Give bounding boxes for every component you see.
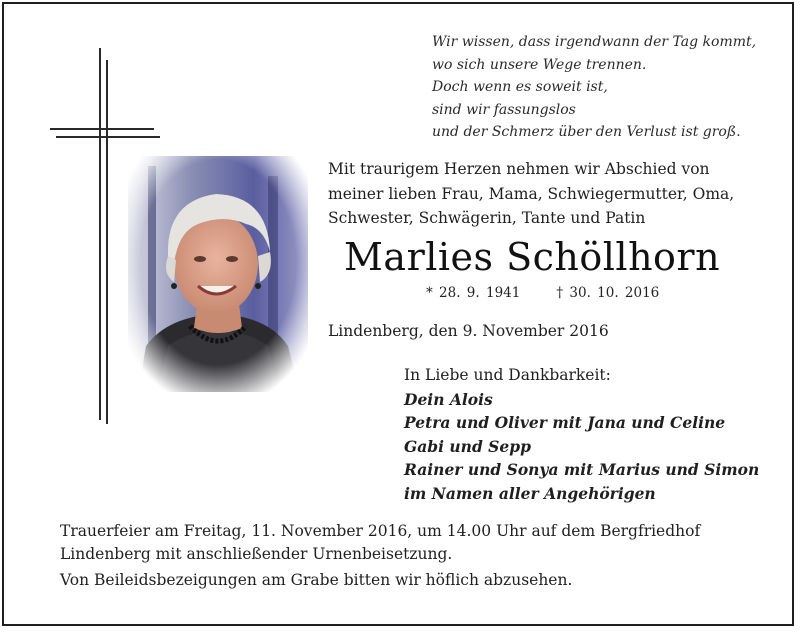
mourner-name: Rainer und Sonya mit Marius und Simon xyxy=(404,460,760,479)
mourner-name: im Namen aller Angehörigen xyxy=(404,483,656,503)
mourners-heading: In Liebe und Dankbarkeit: xyxy=(404,366,611,384)
service-line: Trauerfeier am Freitag, 11. November 2016, um 14.00 Uhr auf dem Bergfriedhof xyxy=(60,522,701,540)
service-info xyxy=(60,520,760,592)
place-date: Lindenberg, den 9. November 2016 xyxy=(328,322,609,340)
poem-line: sind wir fassungslos xyxy=(432,101,576,118)
deceased-name: Marlies Schöllhorn xyxy=(344,235,721,279)
mourner-name: Gabi und Sepp xyxy=(404,436,531,456)
birth-date: * 28. 9. 1941 xyxy=(426,285,521,301)
service-line: Lindenberg mit anschließender Urnenbeisetzung. xyxy=(60,544,453,563)
mourners-block xyxy=(404,364,784,505)
farewell-intro xyxy=(328,157,768,231)
mourner-name: Dein Alois xyxy=(404,389,493,409)
poem-line: Doch wenn es soweit ist, xyxy=(432,79,608,95)
life-dates xyxy=(426,285,659,301)
mourner-name: Petra und Oliver mit Jana und Celine xyxy=(404,413,726,432)
condolence-note: Von Beileidsbezeigungen am Grabe bitten wir höflich abzusehen. xyxy=(60,571,573,589)
death-date: † 30. 10. 2016 xyxy=(556,285,660,301)
intro-line: Schwester, Schwägerin, Tante und Patin xyxy=(328,209,646,227)
poem-line: wo sich unsere Wege trennen. xyxy=(432,56,647,73)
intro-line: meiner lieben Frau, Mama, Schwiegermutter, Oma, xyxy=(328,184,735,203)
poem-line: Wir wissen, dass irgendwann der Tag kommt, xyxy=(432,34,757,50)
poem-line: und der Schmerz über den Verlust ist groß. xyxy=(432,124,741,140)
portrait-photo xyxy=(128,156,308,392)
intro-line: Mit traurigem Herzen nehmen wir Abschied von xyxy=(328,160,710,178)
poem xyxy=(432,31,792,144)
